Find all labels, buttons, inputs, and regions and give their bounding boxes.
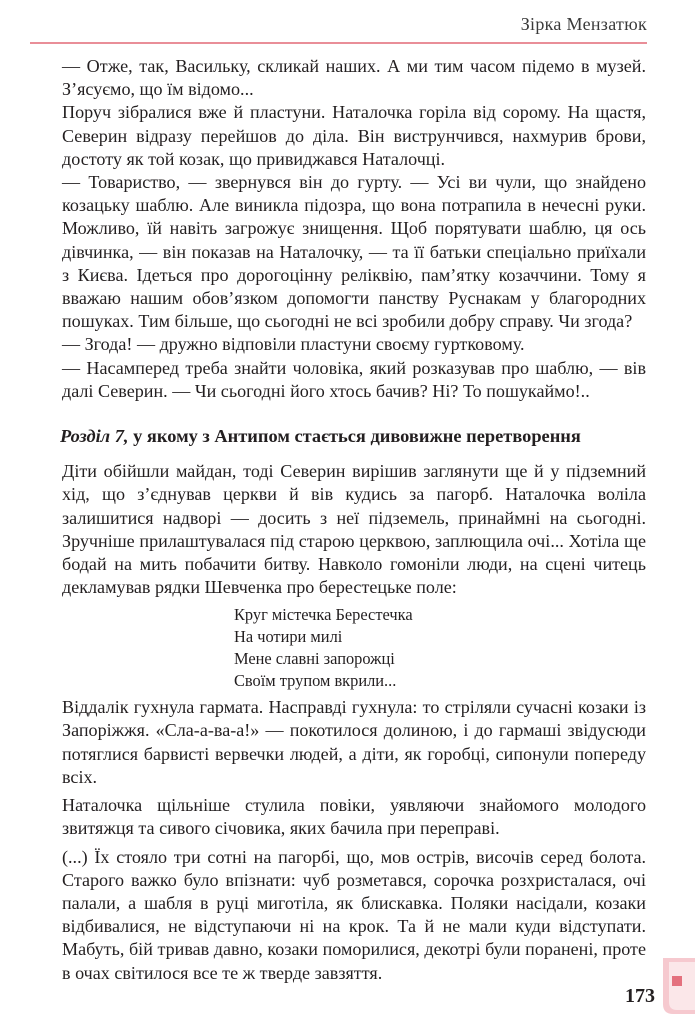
section-number: Розділ 7,	[60, 426, 129, 447]
page-number: 173	[625, 985, 655, 1007]
poem-line: Своїм трупом вкрили...	[234, 670, 397, 690]
poem-line: Мене славні запорожці	[234, 648, 395, 668]
section-heading	[60, 425, 646, 448]
section-title: у якому з Антипом стається дивовижне перетворення	[133, 426, 581, 447]
paragraph: Наталочка щільніше стулила повіки, уявляючи знайомого молодого звитяжця та сивого січовика, яких бачила при переправі.	[62, 795, 646, 839]
paragraph: — Насамперед треба знайти чоловіка, який розказував про шаблю, — вів далі Северин. — Чи сьогодні його хтось бачив? Ні? То пошукаймо!..	[62, 357, 646, 401]
header-rule	[30, 42, 647, 44]
paragraph: — Отже, так, Васильку, скликай наших. А ми тим часом підемо в музей. З’ясуємо, що їм відомо...	[62, 56, 646, 100]
paragraph: — Товариство, — звернувся він до гурту. — Усі ви чули, що знайдено козацьку шаблю. Але виникла підозра, що вона потрапила в нечесні руки. Можливо, їй навіть загрожує знищення. Щоб порятувати шаблю, ця ось дівчинка, — він показав на Наталочку, — та її батьки спеціально приїхали з Києва. Ідеться про дорогоцінну реліквію, пам’ятку козаччини. Тому я вважаю нашим обов’язком допомогти панству Руснакам у благородних пошуках. Тим більше, що сьогодні не всі зробили добру справу. Чи згода?	[62, 172, 646, 332]
paragraph: — Згода! — дружно відповіли пластуни своєму гуртковому.	[62, 334, 525, 355]
page-body	[62, 55, 646, 985]
poem-line: На чотири милі	[234, 627, 343, 647]
corner-tab-icon	[655, 958, 695, 1014]
poem-quote	[234, 604, 646, 691]
paragraph: Віддалік гухнула гармата. Насправді гухнула: то стріляли сучасні козаки із Запоріжжя. «Сла-а-ва-а!» — покотилося долиною, і до гармаші звідусюди потяглися барвисті вервечки людей, а діти, як горобці, сипонули попереду всіх.	[62, 697, 646, 787]
paragraph: Діти обійшли майдан, тоді Северин вирішив заглянути ще й у підземний хід, що з’єднував церкви й вів кудись за пагорб. Наталочка воліла залишитися надворі — досить з неї підземель, принаймні на сьогодні. Зручніше прилаштувалася під старою церквою, заплющила очі... Хотіла ще бодай на мить побачити битву. Навколо гомоніли люди, на сцені читець декламував рядки Шевченка про берестецьке поле:	[62, 461, 646, 598]
poem-line: Круг містечка Берестечка	[234, 605, 413, 625]
paragraph: (...) Їх стояло три сотні на пагорбі, що, мов острів, височів серед болота. Старого важко було впізнати: чуб розметався, сорочка розхристалася, очі палали, а шабля в руці миготіла, як блискавка. Поляки насідали, козаки відбивалися, не відступаючи ні на крок. Та й не мали куди відступати. Мабуть, бій тривав давно, козаки поморилися, декотрі були поранені, проте в очах світилося все те ж тверде завзяття.	[62, 846, 646, 983]
paragraph: Поруч зібралися вже й пластуни. Наталочка горіла від сорому. На щастя, Северин відразу перейшов до діла. Він виструнчився, нахмурив брови, достоту як той козак, що привиджався Наталочці.	[62, 102, 646, 169]
running-head: Зірка Мензатюк	[520, 14, 647, 34]
